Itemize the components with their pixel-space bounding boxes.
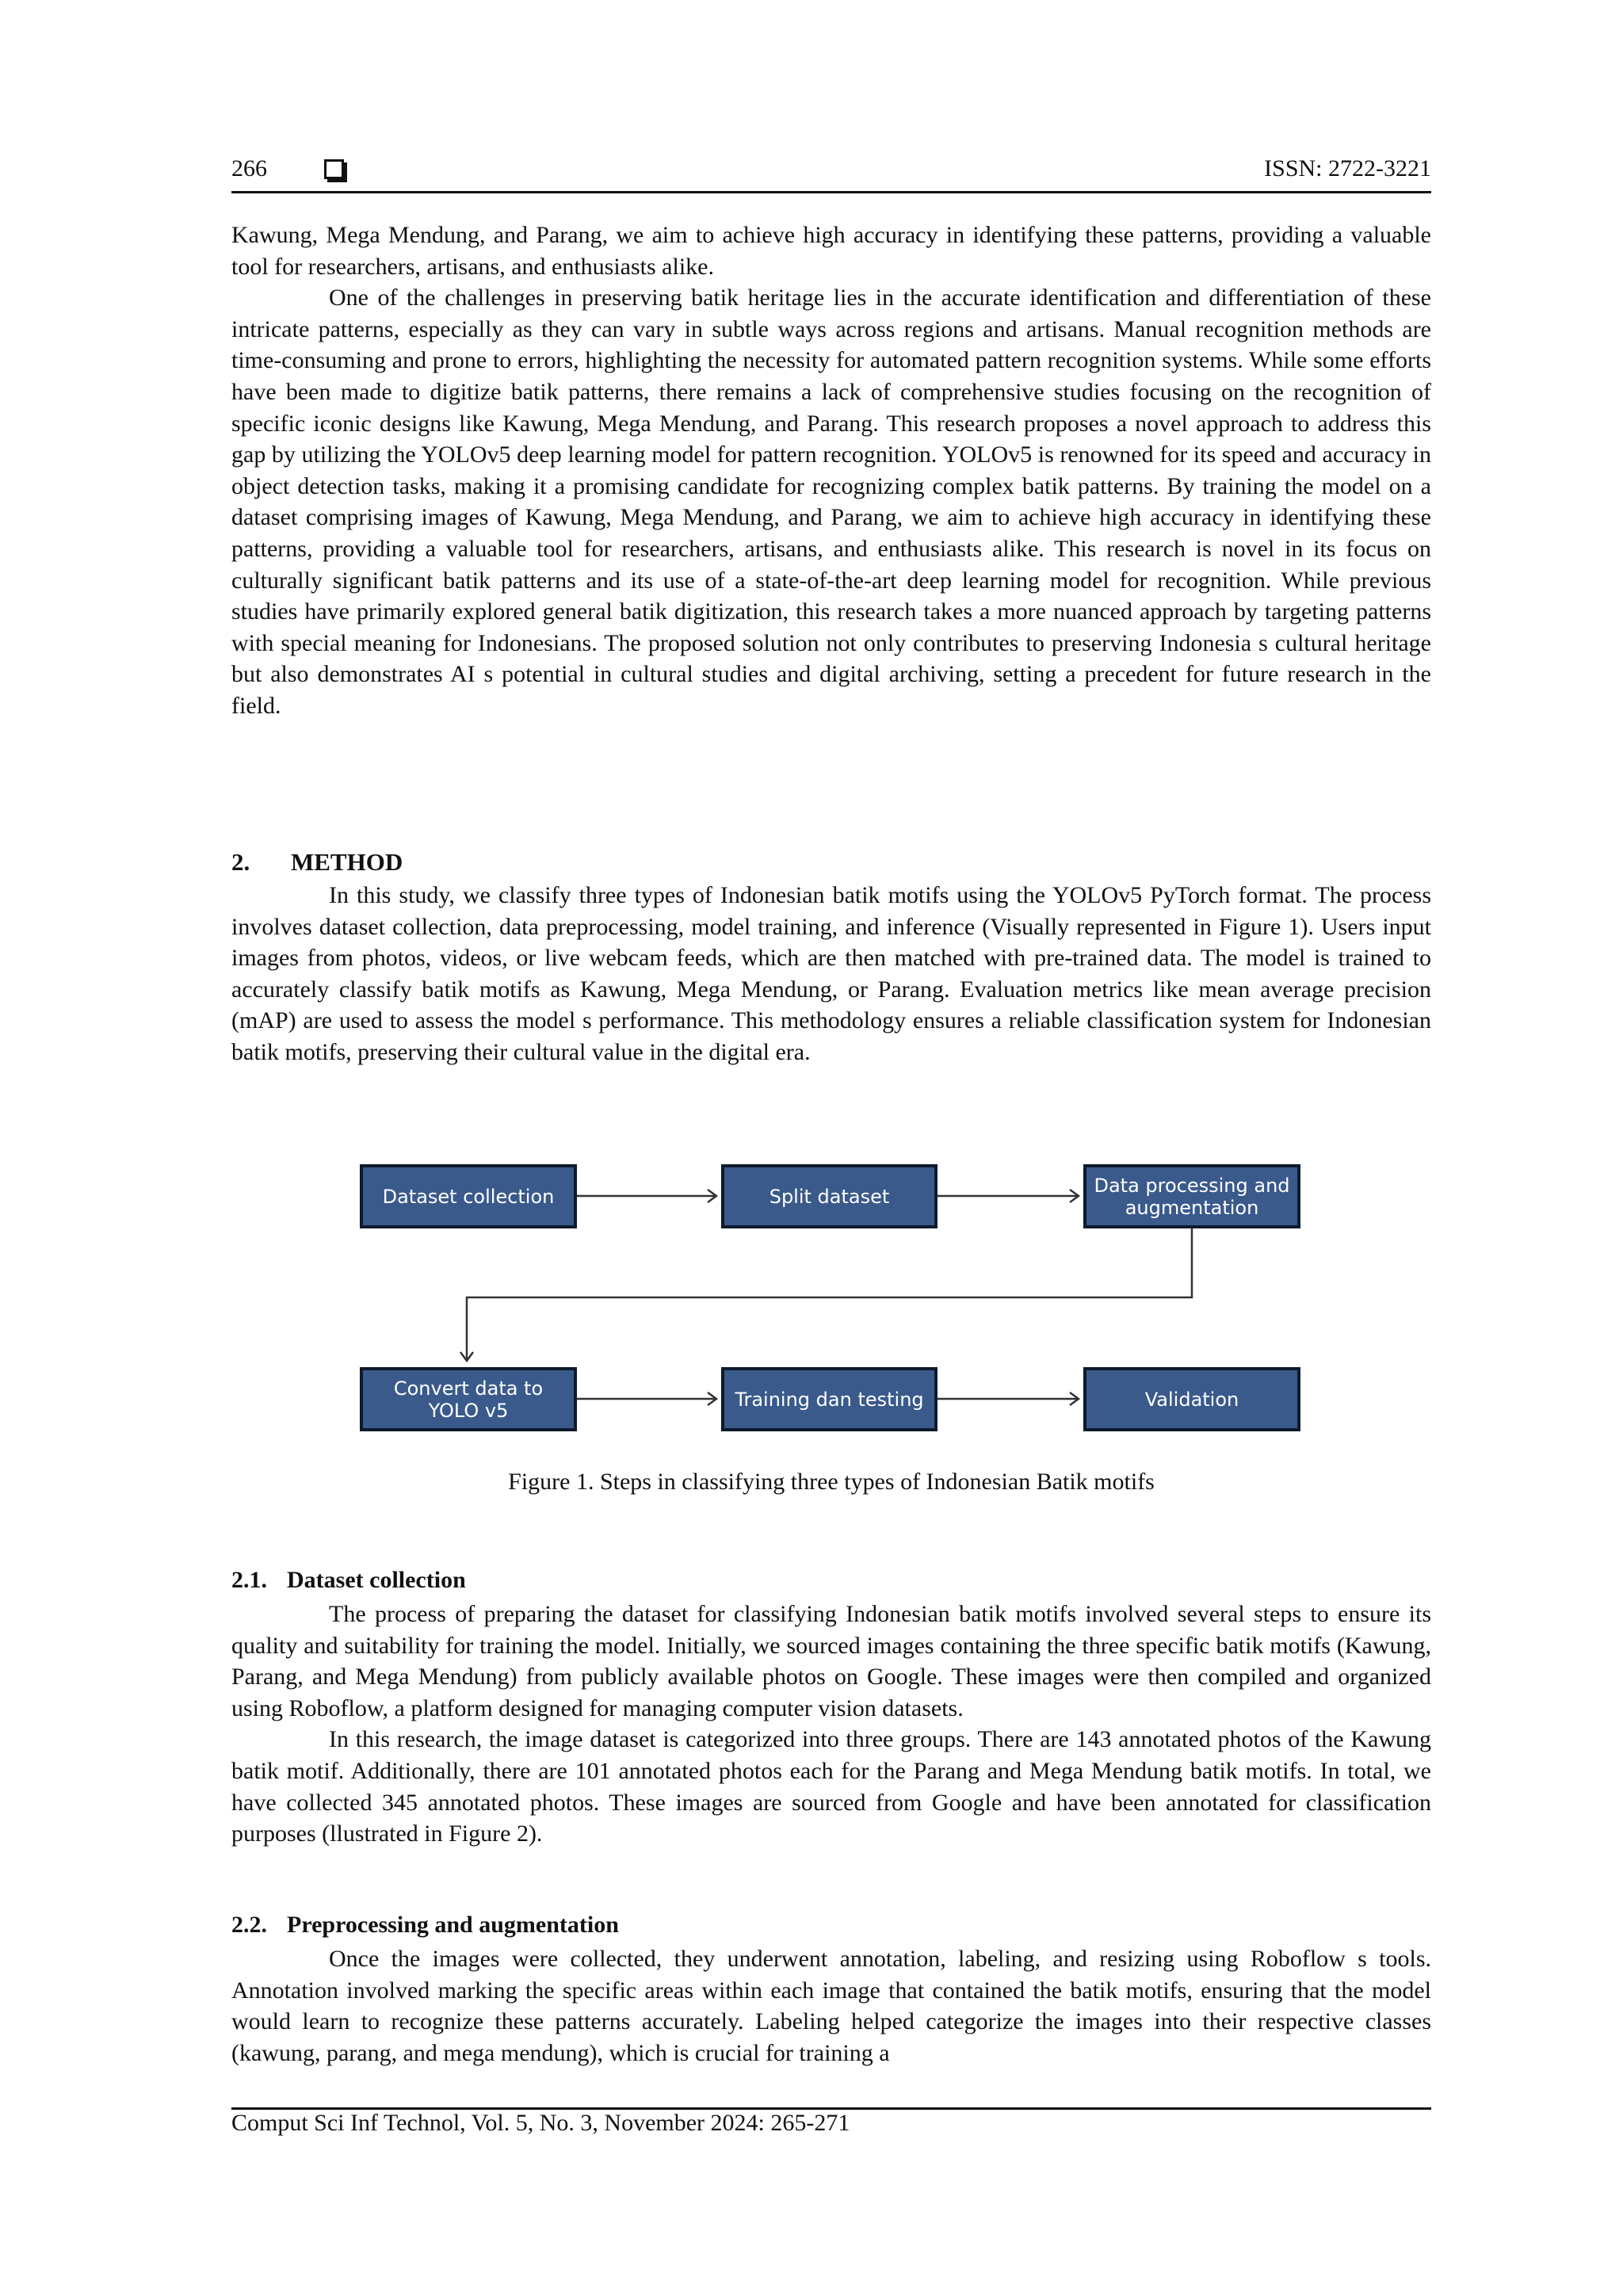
- method-paragraph-1: In this study, we classify three types of Indonesian batik motifs using the YOLOv5 PyTorch format. The process involves dataset collection, data preprocessing, model training, and inference (Visually represented in Figure 1). Users input images from photos, videos, or live webcam feeds, which are then matched with pre-trained data. The model is trained to accurately classify batik motifs as Kawung, Mega Mendung, or Parang. Evaluation metrics like mean average precision (mAP) are used to assess the model s performance. This methodology ensures a reliable classification system for Indonesian batik motifs, preserving their cultural value in the digital era.: [231, 882, 1431, 1065]
- step-training-testing: Training dan testing: [721, 1367, 938, 1431]
- subsection-title: Dataset collection: [287, 1567, 466, 1593]
- dataset-paragraph-2: In this research, the image dataset is categorized into three groups. There are 143 annotated photos of the Kawung batik motif. Additionally, there are 101 annotated photos each for the Parang and Mega Mendung batik motifs. In total, we have collected 345 annotated photos. These images are sourced from Google and have been annotated for classification purposes (llustrated in Figure 2).: [231, 1726, 1431, 1847]
- step-dataset-collection: Dataset collection: [360, 1164, 577, 1228]
- subsection-heading-preprocessing: [231, 1912, 619, 1939]
- step-validation: Validation: [1083, 1367, 1300, 1431]
- section-title: METHOD: [291, 848, 403, 876]
- intro-paragraph-1: Kawung, Mega Mendung, and Parang, we aim to achieve high accuracy in identifying these patterns, providing a valuable tool for researchers, artisans, and enthusiasts alike.: [231, 222, 1431, 280]
- subsection-number: 2.1.: [231, 1567, 267, 1593]
- subsection-heading-dataset-collection: [231, 1567, 466, 1594]
- footer-citation: Comput Sci Inf Technol, Vol. 5, No. 3, November 2024: 265-271: [231, 2110, 850, 2136]
- step-data-processing-augmentation: Data processing and augmentation: [1083, 1164, 1300, 1228]
- figure-1-caption: Figure 1. Steps in classifying three types of Indonesian Batik motifs: [508, 1469, 1155, 1495]
- section-number: 2.: [231, 848, 250, 876]
- intro-paragraph-2: One of the challenges in preserving batik heritage lies in the accurate identification and differentiation of these intricate patterns, especially as they can vary in subtle ways across regions and artisans. Manual recognition methods are time-consuming and prone to errors, highlighting the necessity for automated pattern recognition systems. While some efforts have been made to digitize batik patterns, there remains a lack of comprehensive studies focusing on the recognition of specific iconic designs like Kawung, Mega Mendung, and Parang. This research proposes a novel approach to address this gap by utilizing the YOLOv5 deep learning model for pattern recognition. YOLOv5 is renowned for its speed and accuracy in object detection tasks, making it a promising candidate for recognizing complex batik patterns. By training the model on a dataset comprising images of Kawung, Mega Mendung, and Parang, we aim to achieve high accuracy in identifying these patterns, providing a valuable tool for researchers, artisans, and enthusiasts alike. This research is novel in its focus on culturally significant batik patterns and its use of a state-of-the-art deep learning model for recognition. While previous studies have primarily explored general batik digitization, this research takes a more nuanced approach by targeting patterns with special meaning for Indonesians. The proposed solution not only contributes to preserving Indonesia s cultural heritage but also demonstrates AI s potential in cultural studies and digital archiving, setting a precedent for future research in the field.: [231, 285, 1431, 719]
- page-number: 266: [231, 155, 267, 181]
- subsection-number: 2.2.: [231, 1912, 267, 1938]
- preprocessing-text: [231, 1943, 1431, 2069]
- connector-3-4: [467, 1228, 1192, 1361]
- dataset-paragraph-1: The process of preparing the dataset for classifying Indonesian batik motifs involved several steps to ensure its quality and suitability for training the model. Initially, we sourced images containing the three specific batik motifs (Kawung, Parang, and Mega Mendung) from publicly available photos on Google. These images were then compiled and organized using Roboflow, a platform designed for managing computer vision datasets.: [231, 1601, 1431, 1721]
- preprocessing-paragraph-1: Once the images were collected, they underwent annotation, labeling, and resizing using Roboflow s tools. Annotation involved marking the specific areas within each image that contained the batik motifs, ensuring that the model would learn to recognize these patterns accurately. Labeling helped categorize the images into their respective classes (kawung, parang, and mega mendung), which is crucial for training a: [231, 1946, 1431, 2066]
- step-convert-data-yolov5: Convert data to YOLO v5: [360, 1367, 577, 1431]
- step-split-dataset: Split dataset: [721, 1164, 938, 1228]
- issn-label: ISSN: 2722-3221: [1264, 155, 1431, 181]
- dataset-collection-text: [231, 1599, 1431, 1850]
- subsection-title: Preprocessing and augmentation: [287, 1912, 619, 1938]
